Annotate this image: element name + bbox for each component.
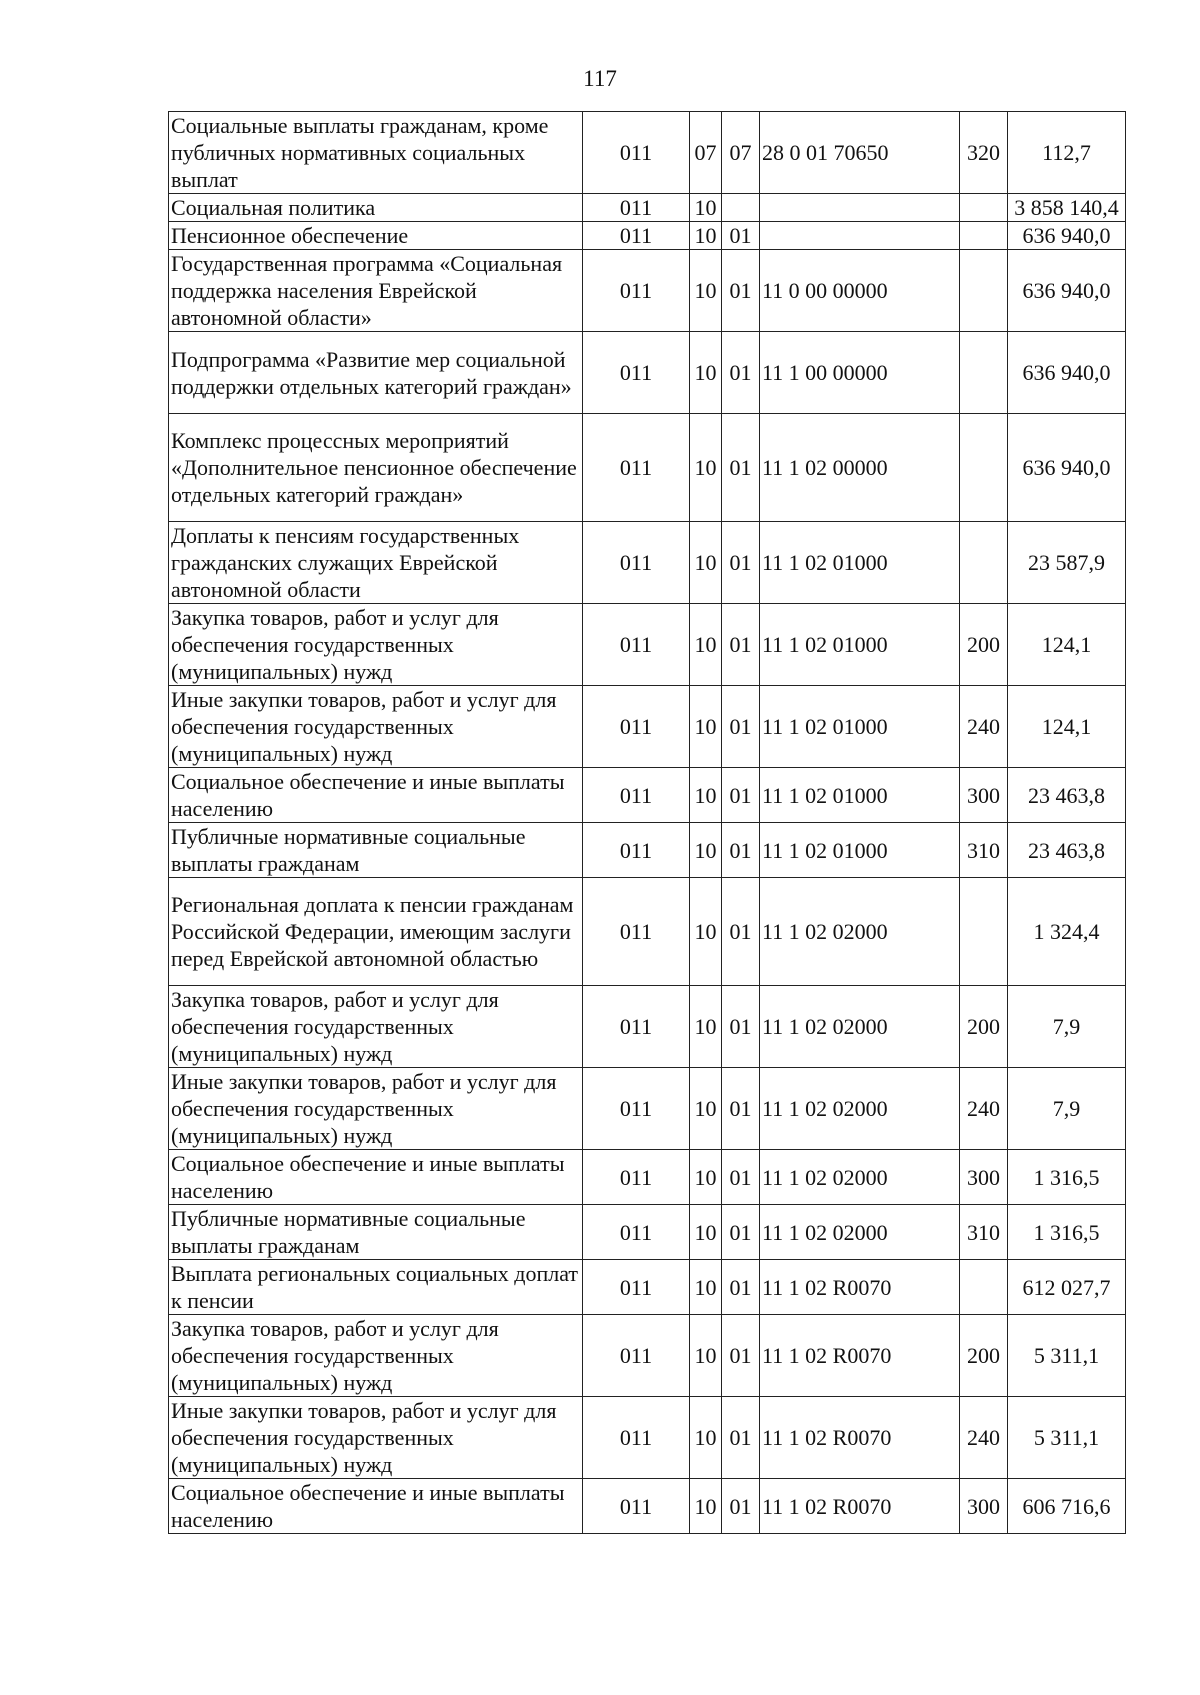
row-name: Иные закупки товаров, работ и услуг для обеспечения государственных (муниципальных) нужд bbox=[169, 1068, 583, 1150]
row-name: Закупка товаров, работ и услуг для обеспечения государственных (муниципальных) нужд bbox=[169, 1315, 583, 1397]
row-amount: 606 716,6 bbox=[1008, 1479, 1126, 1534]
row-target-code: 11 1 02 02000 bbox=[760, 1205, 960, 1260]
row-target-code: 11 1 02 00000 bbox=[760, 414, 960, 522]
table-row bbox=[169, 1150, 1126, 1205]
row-section-code: 10 bbox=[690, 823, 722, 878]
table-row bbox=[169, 522, 1126, 604]
row-subsection-code: 01 bbox=[722, 768, 760, 823]
row-section-code: 10 bbox=[690, 878, 722, 986]
row-subsection-code: 01 bbox=[722, 823, 760, 878]
table-row bbox=[169, 1397, 1126, 1479]
table-row bbox=[169, 332, 1126, 414]
row-name: Закупка товаров, работ и услуг для обеспечения государственных (муниципальных) нужд bbox=[169, 986, 583, 1068]
row-amount: 636 940,0 bbox=[1008, 250, 1126, 332]
row-subsection-code: 01 bbox=[722, 1397, 760, 1479]
row-ved-code: 011 bbox=[583, 1479, 690, 1534]
row-amount: 7,9 bbox=[1008, 1068, 1126, 1150]
row-section-code: 10 bbox=[690, 222, 722, 250]
row-target-code: 11 0 00 00000 bbox=[760, 250, 960, 332]
table-row bbox=[169, 1205, 1126, 1260]
row-target-code: 28 0 01 70650 bbox=[760, 112, 960, 194]
row-ved-code: 011 bbox=[583, 194, 690, 222]
row-name: Комплекс процессных мероприятий «Дополнительное пенсионное обеспечение отдельных категорий граждан» bbox=[169, 414, 583, 522]
table-row bbox=[169, 878, 1126, 986]
row-amount: 124,1 bbox=[1008, 604, 1126, 686]
row-target-code: 11 1 02 02000 bbox=[760, 1150, 960, 1205]
row-target-code: 11 1 02 02000 bbox=[760, 1068, 960, 1150]
row-subsection-code: 01 bbox=[722, 604, 760, 686]
row-subsection-code: 01 bbox=[722, 222, 760, 250]
row-amount: 1 316,5 bbox=[1008, 1205, 1126, 1260]
row-target-code: 11 1 02 02000 bbox=[760, 878, 960, 986]
row-subsection-code: 01 bbox=[722, 1479, 760, 1534]
row-expense-type: 310 bbox=[960, 823, 1008, 878]
row-target-code: 11 1 02 01000 bbox=[760, 768, 960, 823]
table-row bbox=[169, 1479, 1126, 1534]
row-name: Социальное обеспечение и иные выплаты населению bbox=[169, 768, 583, 823]
row-amount: 5 311,1 bbox=[1008, 1397, 1126, 1479]
row-name: Государственная программа «Социальная поддержка населения Еврейской автономной области» bbox=[169, 250, 583, 332]
table-row bbox=[169, 194, 1126, 222]
row-subsection-code: 01 bbox=[722, 878, 760, 986]
table-row bbox=[169, 823, 1126, 878]
row-ved-code: 011 bbox=[583, 222, 690, 250]
row-name: Публичные нормативные социальные выплаты гражданам bbox=[169, 1205, 583, 1260]
row-ved-code: 011 bbox=[583, 768, 690, 823]
row-amount: 23 463,8 bbox=[1008, 768, 1126, 823]
row-ved-code: 011 bbox=[583, 522, 690, 604]
table-row bbox=[169, 222, 1126, 250]
row-subsection-code: 01 bbox=[722, 1260, 760, 1315]
table-row bbox=[169, 1315, 1126, 1397]
row-ved-code: 011 bbox=[583, 414, 690, 522]
row-target-code: 11 1 02 R0070 bbox=[760, 1479, 960, 1534]
row-subsection-code: 01 bbox=[722, 1315, 760, 1397]
table-row bbox=[169, 250, 1126, 332]
row-name: Социальное обеспечение и иные выплаты населению bbox=[169, 1150, 583, 1205]
row-section-code: 10 bbox=[690, 414, 722, 522]
row-expense-type bbox=[960, 194, 1008, 222]
row-subsection-code: 01 bbox=[722, 414, 760, 522]
row-ved-code: 011 bbox=[583, 878, 690, 986]
row-target-code bbox=[760, 222, 960, 250]
budget-table bbox=[168, 111, 1126, 1534]
row-expense-type: 240 bbox=[960, 1068, 1008, 1150]
row-expense-type bbox=[960, 878, 1008, 986]
row-ved-code: 011 bbox=[583, 1150, 690, 1205]
row-expense-type bbox=[960, 414, 1008, 522]
row-subsection-code: 01 bbox=[722, 686, 760, 768]
row-expense-type bbox=[960, 250, 1008, 332]
row-subsection-code: 01 bbox=[722, 522, 760, 604]
row-name: Выплата региональных социальных доплат к пенсии bbox=[169, 1260, 583, 1315]
table-row bbox=[169, 768, 1126, 823]
row-expense-type: 300 bbox=[960, 1150, 1008, 1205]
row-expense-type bbox=[960, 1260, 1008, 1315]
row-section-code: 10 bbox=[690, 522, 722, 604]
table-row bbox=[169, 1260, 1126, 1315]
row-amount: 23 463,8 bbox=[1008, 823, 1126, 878]
row-name: Публичные нормативные социальные выплаты гражданам bbox=[169, 823, 583, 878]
row-ved-code: 011 bbox=[583, 1397, 690, 1479]
row-amount: 636 940,0 bbox=[1008, 332, 1126, 414]
row-name: Подпрограмма «Развитие мер социальной поддержки отдельных категорий граждан» bbox=[169, 332, 583, 414]
row-subsection-code: 07 bbox=[722, 112, 760, 194]
row-section-code: 10 bbox=[690, 332, 722, 414]
row-ved-code: 011 bbox=[583, 823, 690, 878]
row-target-code: 11 1 00 00000 bbox=[760, 332, 960, 414]
row-expense-type: 320 bbox=[960, 112, 1008, 194]
row-name: Доплаты к пенсиям государственных гражданских служащих Еврейской автономной области bbox=[169, 522, 583, 604]
table-row bbox=[169, 1068, 1126, 1150]
row-section-code: 10 bbox=[690, 1205, 722, 1260]
row-expense-type: 300 bbox=[960, 1479, 1008, 1534]
row-section-code: 10 bbox=[690, 1315, 722, 1397]
row-name: Региональная доплата к пенсии гражданам Российской Федерации, имеющим заслуги перед Еврейской автономной областью bbox=[169, 878, 583, 986]
row-expense-type: 240 bbox=[960, 686, 1008, 768]
row-amount: 636 940,0 bbox=[1008, 222, 1126, 250]
row-amount: 5 311,1 bbox=[1008, 1315, 1126, 1397]
row-ved-code: 011 bbox=[583, 1205, 690, 1260]
row-amount: 636 940,0 bbox=[1008, 414, 1126, 522]
row-target-code bbox=[760, 194, 960, 222]
row-amount: 612 027,7 bbox=[1008, 1260, 1126, 1315]
row-section-code: 10 bbox=[690, 194, 722, 222]
row-name: Социальные выплаты гражданам, кроме публичных нормативных социальных выплат bbox=[169, 112, 583, 194]
row-name: Пенсионное обеспечение bbox=[169, 222, 583, 250]
row-target-code: 11 1 02 01000 bbox=[760, 823, 960, 878]
row-ved-code: 011 bbox=[583, 1260, 690, 1315]
row-expense-type: 200 bbox=[960, 1315, 1008, 1397]
row-subsection-code: 01 bbox=[722, 1068, 760, 1150]
table-row bbox=[169, 414, 1126, 522]
row-name: Закупка товаров, работ и услуг для обеспечения государственных (муниципальных) нужд bbox=[169, 604, 583, 686]
row-amount: 23 587,9 bbox=[1008, 522, 1126, 604]
row-section-code: 10 bbox=[690, 1150, 722, 1205]
table-row bbox=[169, 112, 1126, 194]
row-name: Иные закупки товаров, работ и услуг для обеспечения государственных (муниципальных) нужд bbox=[169, 686, 583, 768]
row-section-code: 10 bbox=[690, 1397, 722, 1479]
row-target-code: 11 1 02 01000 bbox=[760, 686, 960, 768]
row-section-code: 10 bbox=[690, 768, 722, 823]
row-expense-type: 300 bbox=[960, 768, 1008, 823]
row-expense-type bbox=[960, 222, 1008, 250]
table-row bbox=[169, 604, 1126, 686]
row-target-code: 11 1 02 R0070 bbox=[760, 1397, 960, 1479]
row-expense-type: 240 bbox=[960, 1397, 1008, 1479]
row-expense-type: 310 bbox=[960, 1205, 1008, 1260]
row-section-code: 10 bbox=[690, 986, 722, 1068]
row-section-code: 10 bbox=[690, 1260, 722, 1315]
row-subsection-code: 01 bbox=[722, 1150, 760, 1205]
row-ved-code: 011 bbox=[583, 1068, 690, 1150]
row-section-code: 10 bbox=[690, 686, 722, 768]
row-expense-type bbox=[960, 332, 1008, 414]
row-ved-code: 011 bbox=[583, 1315, 690, 1397]
row-section-code: 10 bbox=[690, 1479, 722, 1534]
row-ved-code: 011 bbox=[583, 686, 690, 768]
table-body bbox=[169, 112, 1126, 1534]
row-ved-code: 011 bbox=[583, 112, 690, 194]
row-name: Иные закупки товаров, работ и услуг для обеспечения государственных (муниципальных) нужд bbox=[169, 1397, 583, 1479]
table-row bbox=[169, 986, 1126, 1068]
row-amount: 112,7 bbox=[1008, 112, 1126, 194]
row-ved-code: 011 bbox=[583, 332, 690, 414]
row-section-code: 07 bbox=[690, 112, 722, 194]
row-section-code: 10 bbox=[690, 1068, 722, 1150]
row-section-code: 10 bbox=[690, 250, 722, 332]
row-subsection-code bbox=[722, 194, 760, 222]
page-number: 117 bbox=[583, 66, 617, 91]
row-target-code: 11 1 02 R0070 bbox=[760, 1315, 960, 1397]
row-name: Социальная политика bbox=[169, 194, 583, 222]
row-target-code: 11 1 02 01000 bbox=[760, 522, 960, 604]
row-target-code: 11 1 02 01000 bbox=[760, 604, 960, 686]
row-section-code: 10 bbox=[690, 604, 722, 686]
row-name: Социальное обеспечение и иные выплаты населению bbox=[169, 1479, 583, 1534]
table-row bbox=[169, 686, 1126, 768]
row-expense-type bbox=[960, 522, 1008, 604]
row-ved-code: 011 bbox=[583, 986, 690, 1068]
row-amount: 7,9 bbox=[1008, 986, 1126, 1068]
row-target-code: 11 1 02 02000 bbox=[760, 986, 960, 1068]
row-ved-code: 011 bbox=[583, 250, 690, 332]
row-subsection-code: 01 bbox=[722, 1205, 760, 1260]
row-amount: 1 324,4 bbox=[1008, 878, 1126, 986]
row-subsection-code: 01 bbox=[722, 986, 760, 1068]
row-subsection-code: 01 bbox=[722, 250, 760, 332]
row-ved-code: 011 bbox=[583, 604, 690, 686]
row-amount: 124,1 bbox=[1008, 686, 1126, 768]
row-target-code: 11 1 02 R0070 bbox=[760, 1260, 960, 1315]
row-amount: 3 858 140,4 bbox=[1008, 194, 1126, 222]
row-amount: 1 316,5 bbox=[1008, 1150, 1126, 1205]
row-expense-type: 200 bbox=[960, 986, 1008, 1068]
row-subsection-code: 01 bbox=[722, 332, 760, 414]
row-expense-type: 200 bbox=[960, 604, 1008, 686]
